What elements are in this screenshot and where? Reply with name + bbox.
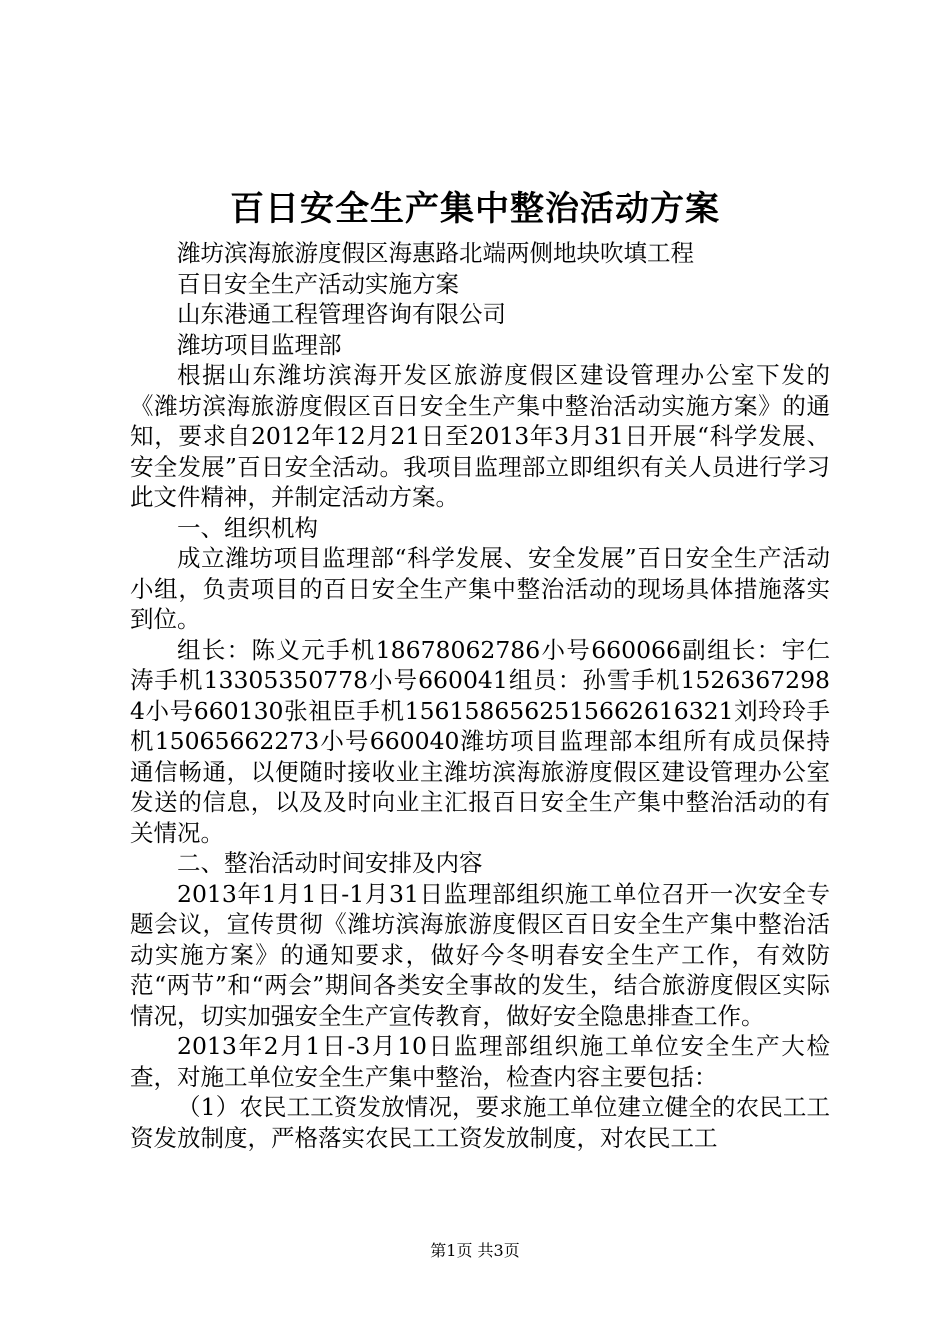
organization-paragraph: 成立潍坊项目监理部“科学发展、安全发展”百日安全生产活动小组，负责项目的百日安全生产集中整治活动的现场具体措施落实到位。 [130, 544, 830, 633]
schedule-paragraph-january: 2013年1月1日-1月31日监理部组织施工单位召开一次安全专题会议，宣传贯彻《潍坊滨海旅游度假区百日安全生产集中整治活动实施方案》的通知要求，做好今冬明春安全生产工作，有效防范“两节”和“两会”期间各类安全事故的发生，结合旅游度假区实际情况，切实加强安全生产宣传教育，做好安全隐患排查工作。 [130, 879, 830, 1030]
department-name-line: 潍坊项目监理部 [177, 330, 342, 359]
plan-name-line: 百日安全生产活动实施方案 [177, 269, 459, 298]
project-name-line: 潍坊滨海旅游度假区海惠路北端两侧地块吹填工程 [177, 239, 694, 267]
inspection-item-1: （1）农民工工资发放情况，要求施工单位建立健全的农民工工资发放制度，严格落实农民工工资发放制度，对农民工工 [130, 1093, 830, 1152]
page-footer: 第1页 共3页 [430, 1241, 520, 1260]
section-heading-organization: 一、组织机构 [177, 513, 318, 542]
members-paragraph: 组长：陈义元手机18678062786小号660066副组长：宇仁涛手机13305350778小号660041组员：孙雪手机15263672984小号660130张祖臣手机1561586562515662616321刘玲玲手机15065662273小号660040潍坊项目监理部本组所有成员保持通信畅通，以便随时接收业主潍坊滨海旅游度假区建设管理办公室发送的信息，以及及时向业主汇报百日安全生产集中整治活动的有关情况。 [130, 635, 830, 847]
intro-paragraph: 根据山东潍坊滨海开发区旅游度假区建设管理办公室下发的《潍坊滨海旅游度假区百日安全生产集中整治活动实施方案》的通知，要求自2012年12月21日至2013年3月31日开展“科学发展、安全发展”百日安全活动。我项目监理部立即组织有关人员进行学习此文件精神，并制定活动方案。 [130, 361, 830, 511]
schedule-paragraph-february: 2013年2月1日-3月10日监理部组织施工单位安全生产大检查，对施工单位安全生产集中整治，检查内容主要包括： [130, 1032, 830, 1091]
section-heading-schedule: 二、整治活动时间安排及内容 [177, 849, 483, 877]
document-body [130, 238, 830, 1153]
document-title: 百日安全生产集中整治活动方案 [230, 189, 720, 229]
company-name-line: 山东港通工程管理咨询有限公司 [177, 300, 506, 328]
